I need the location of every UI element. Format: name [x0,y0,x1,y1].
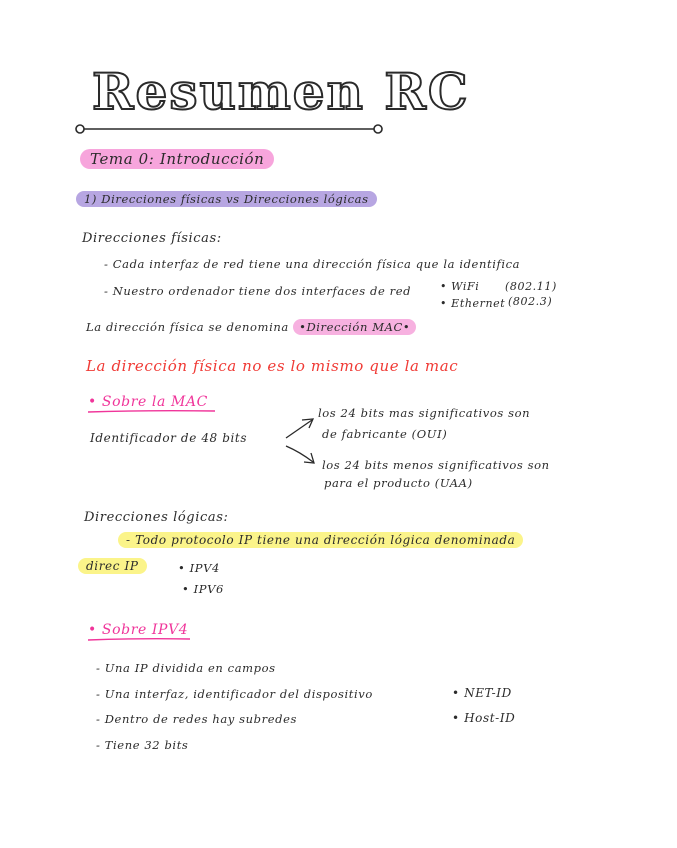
ipv4-item-1: - Una IP dividida en campos [96,661,276,675]
fisicas-bullet-2: - Nuestro ordenador tiene dos interfaces de red [104,284,412,298]
section1-heading-text: 1) Direcciones físicas vs Direcciones lógicas [76,191,377,207]
mac-heading: • Sobre la MAC [88,394,208,410]
ipv4-item-4: - Tiene 32 bits [96,738,189,752]
net-id-item: • NET-ID [452,686,512,700]
ethernet-code: (802.3) [508,295,553,308]
ipv4-heading-underline [88,639,190,640]
branch1-line1: los 24 bits mas significativos son [318,406,531,420]
fisicas-heading: Direcciones físicas: [82,231,222,246]
page-title: Resumen RC [92,62,470,121]
denomina-line [86,320,416,334]
logicas-heading: Direcciones lógicas: [84,510,229,525]
red-note: La dirección física no es lo mismo que la mac [86,357,459,375]
ipv4-heading: • Sobre IPV4 [88,622,189,638]
mac-highlight: •Dirección MAC• [293,319,416,335]
direc-ip-text: direc IP [78,558,147,574]
branch2-line1: los 24 bits menos significativos son [322,458,550,472]
mac-heading-underline [88,411,215,412]
branch1-line2: de fabricante (OUI) [322,427,448,441]
denomina-text: La dirección física se denomina [86,320,289,334]
tema-heading-text: Tema 0: Introducción [80,149,274,169]
arrow-upper [286,420,312,438]
tema-heading [80,150,274,168]
wifi-item: • WiFi [440,280,480,293]
ipv4-item-3: - Dentro de redes hay subredes [96,712,297,726]
host-id-item: • Host-ID [452,711,516,725]
fisicas-bullet-1: - Cada interfaz de red tiene una dirección física que la identifica [104,257,521,271]
wifi-code: (802.11) [505,280,557,293]
direc-ip [78,559,147,573]
title-underline-right-circle [374,125,382,133]
logicas-bullet [118,533,523,547]
logicas-bullet-text: - Todo protocolo IP tiene una dirección lógica denominada [118,532,523,548]
ethernet-item: • Ethernet [440,297,506,310]
arrow-lower [286,446,313,462]
section1-heading [76,192,377,206]
branch2-line2: para el producto (UAA) [324,476,473,490]
identificador-text: Identificador de 48 bits [90,431,248,445]
ipv4-item: • IPV4 [178,561,220,575]
ipv6-item: • IPV6 [182,582,224,596]
ipv4-item-2: - Una interfaz, identificador del dispositivo [96,687,373,701]
title-underline-left-circle [76,125,84,133]
